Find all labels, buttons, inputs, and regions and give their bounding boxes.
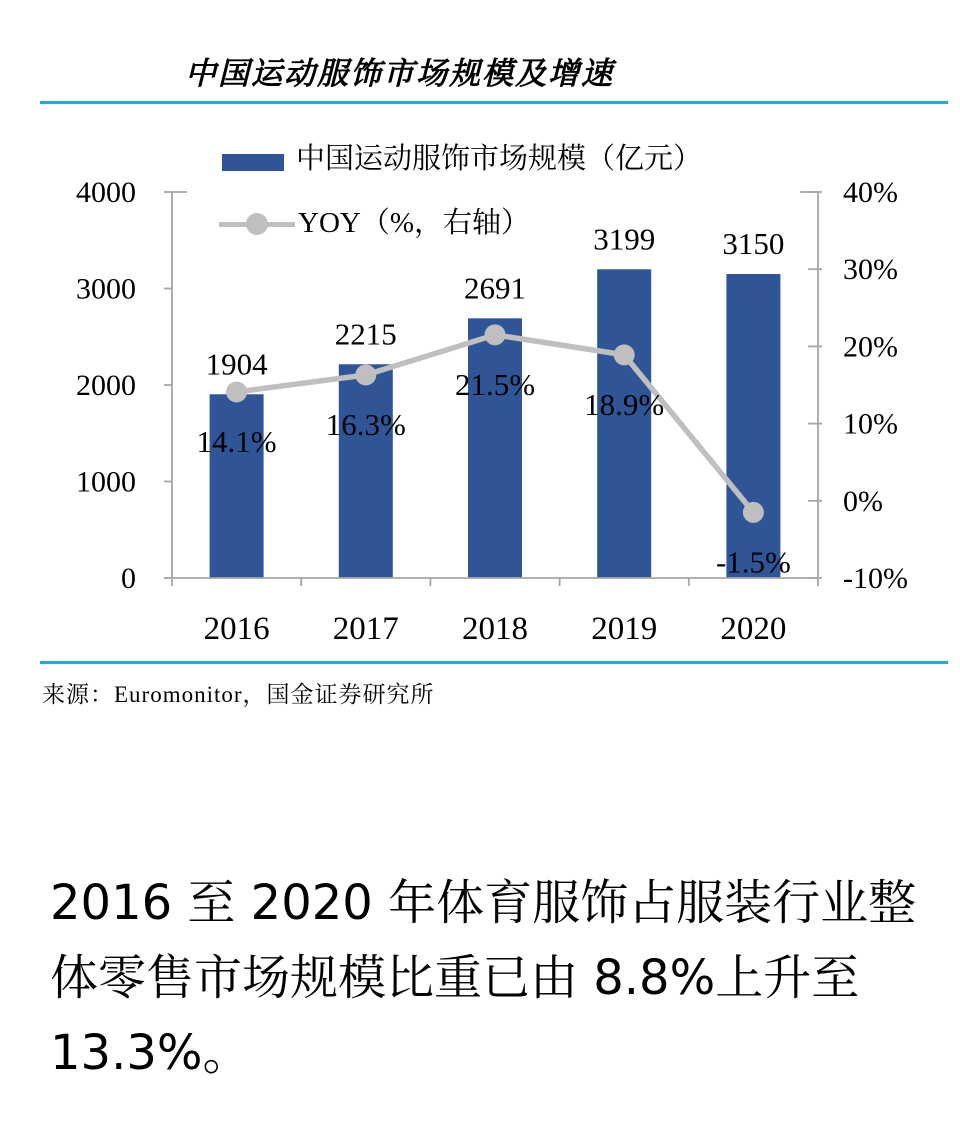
yoy-point-2020: [743, 502, 764, 523]
paragraph-line: 13.3%。: [50, 1025, 251, 1081]
right-axis-label: 0%: [843, 484, 883, 518]
bar-value-label: 3150: [722, 226, 785, 262]
x-axis-label: 2017: [332, 611, 399, 647]
yoy-point-2019: [614, 344, 635, 365]
yoy-point-2017: [355, 364, 376, 385]
bar-series-swatch-icon: [222, 154, 284, 171]
yoy-value-label: 18.9%: [584, 386, 665, 422]
x-axis-label: 2020: [720, 611, 787, 647]
title-underline-rule: [40, 101, 948, 104]
bar-value-label: 2691: [464, 270, 526, 306]
line-series-dot-icon: [246, 213, 268, 235]
yoy-value-label: 16.3%: [325, 406, 406, 442]
chart-title: 中国运动服饰市场规模及增速: [185, 56, 614, 91]
right-axis-label: 20%: [843, 330, 898, 364]
left-axis-label: 4000: [76, 176, 136, 209]
left-axis-label: 0: [121, 562, 136, 595]
right-axis-label: 40%: [843, 176, 898, 209]
right-axis-label: 30%: [843, 253, 898, 287]
legend-line-series-label: YOY（%，右轴）: [298, 207, 530, 239]
right-axis-label: -10%: [843, 562, 908, 595]
yoy-value-label: 14.1%: [196, 423, 277, 459]
source-note: 来源：Euromonitor，国金证券研究所: [42, 682, 435, 707]
right-axis-label: 10%: [843, 407, 898, 441]
yoy-point-2016: [226, 381, 247, 402]
bar-value-label: 3199: [593, 221, 656, 257]
yoy-value-label: 21.5%: [454, 366, 536, 402]
left-axis-label: 3000: [76, 272, 136, 306]
bar-2019: [597, 269, 651, 578]
x-axis-label: 2019: [591, 611, 658, 647]
market-size-chart: [0, 110, 960, 655]
bar-value-label: 2215: [334, 316, 397, 352]
legend-bar-series-label: 中国运动服饰市场规模（亿元）: [296, 143, 703, 175]
chart-bottom-rule: [40, 661, 948, 664]
x-axis-label: 2018: [462, 611, 528, 647]
yoy-point-2018: [485, 324, 506, 345]
x-axis-label: 2016: [203, 611, 270, 647]
body-paragraph: [50, 866, 916, 1091]
yoy-value-label: -1.5%: [715, 544, 791, 580]
bar-2020: [726, 274, 780, 578]
bar-value-label: 1904: [205, 346, 268, 382]
left-axis-label: 2000: [76, 369, 136, 402]
left-axis-label: 1000: [76, 465, 136, 499]
bar-2017: [339, 364, 393, 578]
paragraph-line: 2016 至 2020 年体育服饰占服装行业整: [50, 875, 917, 931]
bar-2018: [468, 318, 522, 578]
paragraph-line: 体零售市场规模比重已由 8.8%上升至: [50, 950, 860, 1006]
bar-2016: [210, 394, 264, 578]
